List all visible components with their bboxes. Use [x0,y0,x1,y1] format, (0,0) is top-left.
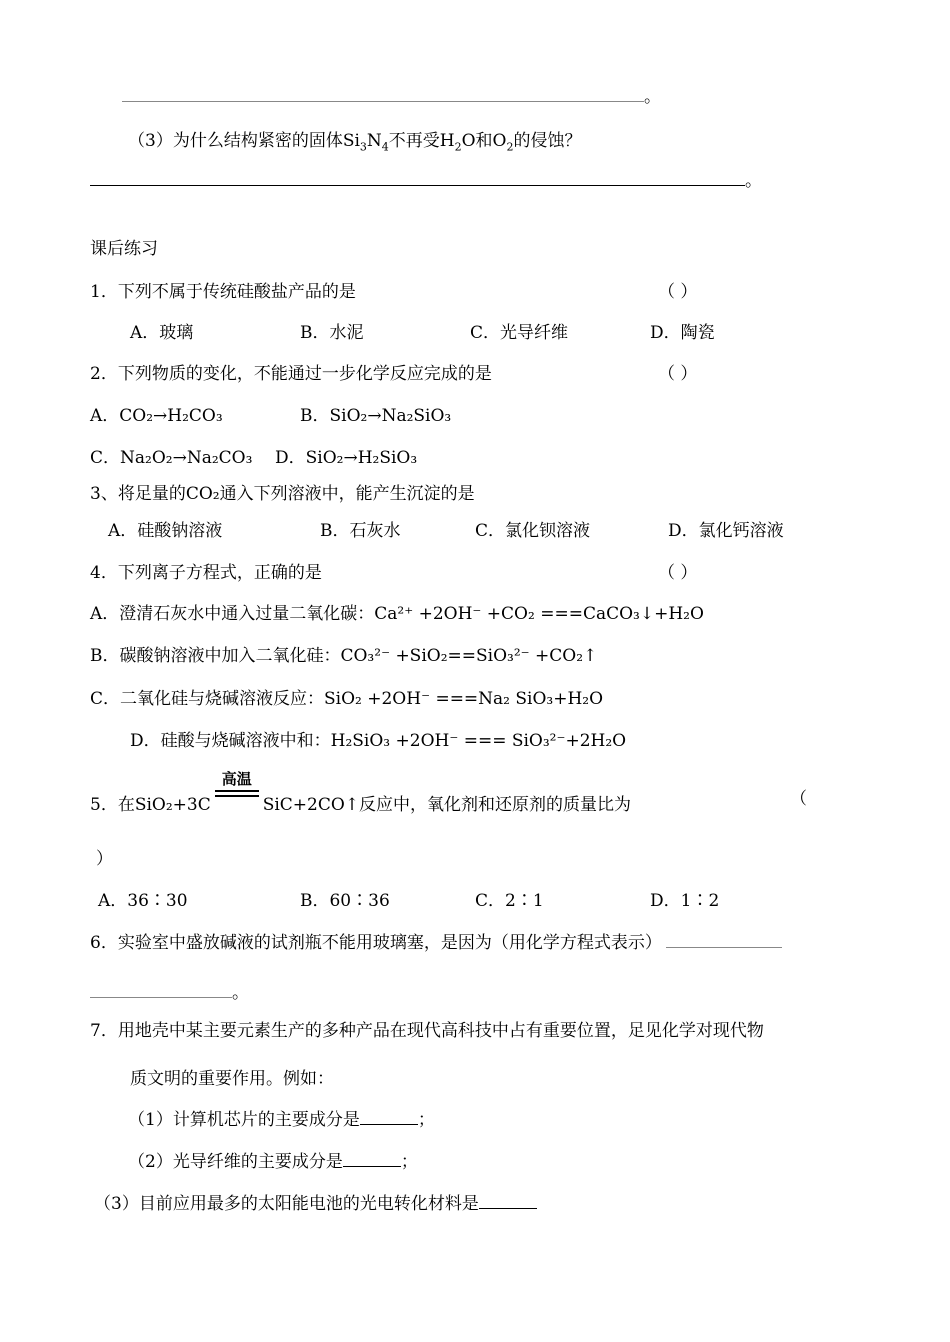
q3-stem: 3、将足量的CO₂通入下列溶液中，能产生沉淀的是 [90,484,475,504]
q6-stem: 6．实验室中盛放碱液的试剂瓶不能用玻璃塞，是因为（用化学方程式表示） [90,932,782,954]
q2-stem: 2．下列物质的变化，不能通过一步化学反应完成的是 [90,364,492,384]
q4-option-a[interactable]: A．澄清石灰水中通入过量二氧化碳：Ca²⁺ +2OH⁻ +CO₂ ===CaCO₃↓+H₂O [90,604,704,624]
q4-answer-paren[interactable]: （ ） [658,563,698,583]
q7-stem: 7．用地壳中某主要元素生产的多种产品在现代高科技中占有重要位置，足见化学对现代物 [90,1021,764,1041]
q4-option-d[interactable]: D．硅酸与烧碱溶液中和：H₂SiO₃ +2OH⁻ === SiO₃²⁻+2H₂O [130,731,627,751]
q3-option-b[interactable]: B．石灰水 [320,521,401,541]
q3-option-a[interactable]: A．硅酸钠溶液 [108,521,223,541]
q5-paren-open[interactable]: （ [790,789,807,809]
q5-option-d[interactable]: D．1∶2 [650,891,720,911]
q6-blank-1[interactable] [666,933,782,948]
q1-option-a[interactable]: A．玻璃 [130,323,194,343]
blank-line[interactable] [122,87,644,102]
q7-blank-2[interactable] [343,1152,401,1167]
q4-option-c[interactable]: C．二氧化硅与烧碱溶液反应：SiO₂ +2OH⁻ ===Na₂ SiO₃+H₂O [90,689,604,709]
q2-option-d[interactable]: D．SiO₂→H₂SiO₃ [275,448,418,468]
q5-paren-close: ） [96,849,113,869]
q1-option-b[interactable]: B．水泥 [300,323,364,343]
q4-option-b[interactable]: B．碳酸钠溶液中加入二氧化硅：CO₃²⁻ +SiO₂==SiO₃²⁻ +CO₂↑ [90,646,598,666]
answer-line-2: 。 [90,170,762,192]
q6-blank-2[interactable] [90,983,232,998]
q3-option-c[interactable]: C．氯化钡溶液 [475,521,591,541]
q5-stem: 5．在SiO₂+3C 高温 SiC+2CO↑反应中，氧化剂和还原剂的质量比为 [90,770,632,815]
q2-option-b[interactable]: B．SiO₂→Na₂SiO₃ [300,406,452,426]
q6-blank-line: 。 [90,982,249,1004]
q4-stem: 4．下列离子方程式，正确的是 [90,563,322,583]
q7-stem-cont: 质文明的重要作用。例如： [130,1069,334,1089]
answer-line-1: 。 [122,86,661,108]
q3-option-d[interactable]: D．氯化钙溶液 [668,521,784,541]
q2-answer-paren[interactable]: （ ） [658,364,698,384]
q1-option-d[interactable]: D．陶瓷 [650,323,715,343]
reaction-condition: 高温 [215,788,259,810]
q1-answer-paren[interactable]: （ ） [658,282,698,302]
q7-sub-3: （3）目前应用最多的太阳能电池的光电转化材料是 [94,1193,537,1215]
q5-option-c[interactable]: C．2∶1 [475,891,544,911]
q5-option-a[interactable]: A．36∶30 [98,891,188,911]
q2-option-a[interactable]: A．CO₂→H₂CO₃ [90,406,223,426]
q7-blank-3[interactable] [479,1194,537,1209]
q1-option-c[interactable]: C．光导纤维 [470,323,569,343]
q7-sub-1: （1）计算机芯片的主要成分是 ； [128,1110,435,1130]
q1-stem: 1．下列不属于传统硅酸盐产品的是 [90,282,356,302]
q7-blank-1[interactable] [360,1110,418,1125]
q7-sub-2: （2）光导纤维的主要成分是 ； [128,1152,418,1172]
q2-option-c[interactable]: C．Na₂O₂→Na₂CO₃ [90,448,253,468]
q5-option-b[interactable]: B．60∶36 [300,891,390,911]
blank-line[interactable] [90,171,745,186]
section-title: 课后练习 [90,239,158,259]
question-3-text: （3）为什么结构紧密的固体$Si_3N_4$不再受$H_2O$和$O_2$的侵蚀？ [128,131,582,154]
